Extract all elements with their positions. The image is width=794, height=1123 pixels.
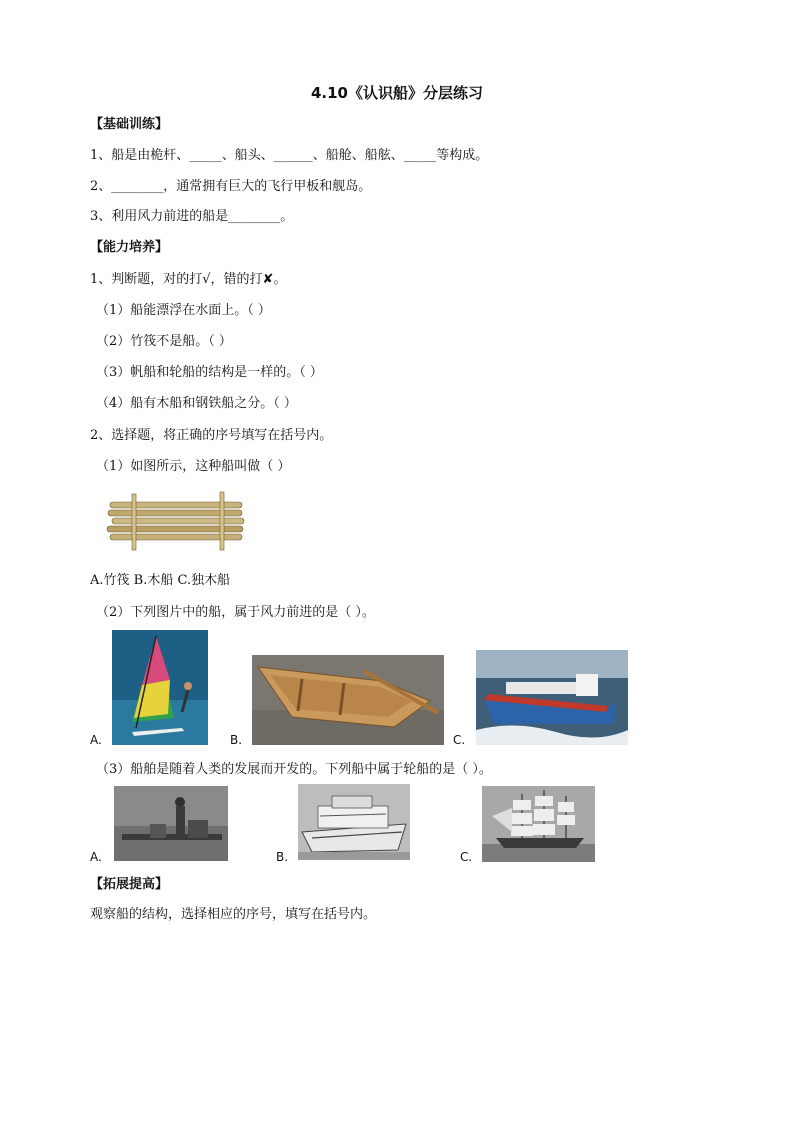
choice-1-options: A.竹筏 B.木船 C.独木船 [90, 573, 231, 588]
judge-item-3: （3）帆船和轮船的结构是一样的。（ ） [96, 365, 323, 380]
tanker-ship-image [476, 650, 628, 745]
raft-fisherman-image [114, 786, 228, 861]
question-fill-3: 3、利用风力前进的船是________。 [90, 209, 294, 224]
question-fill-2: 2、________，通常拥有巨大的飞行甲板和舰岛。 [90, 179, 372, 194]
question-structure: 观察船的结构，选择相应的序号，填写在括号内。 [90, 907, 377, 922]
windsurfer-image [112, 630, 208, 745]
bamboo-raft-image [104, 490, 248, 552]
choice-2-prompt: （2）下列图片中的船，属于风力前进的是（ ）。 [96, 605, 375, 620]
section-extend-heading: 【拓展提高】 [90, 877, 169, 892]
choice-1-prompt: （1）如图所示，这种船叫做（ ） [96, 459, 291, 474]
judge-item-4: （4）船有木船和钢铁船之分。（ ） [96, 396, 297, 411]
page-title: 4.10《认识船》分层练习 [310, 84, 483, 102]
question-choice: 2、选择题，将正确的序号填写在括号内。 [90, 428, 333, 443]
choice-2-label-c: C. [453, 733, 466, 747]
section-ability-heading: 【能力培养】 [90, 240, 169, 255]
wooden-rowboat-image [252, 655, 444, 745]
cruise-ship-image [298, 784, 410, 860]
choice-3-label-a: A. [90, 850, 102, 864]
question-judge: 1、判断题，对的打√，错的打✘。 [90, 272, 287, 287]
section-basic-heading: 【基础训练】 [90, 117, 169, 132]
choice-2-label-b: B. [230, 733, 243, 747]
choice-3-label-c: C. [460, 850, 473, 864]
sailing-ship-image [482, 786, 595, 862]
question-fill-1: 1、船是由桅杆、_____、船头、______、船舱、船舷、_____等构成。 [90, 148, 489, 163]
choice-3-label-b: B. [276, 850, 289, 864]
choice-3-prompt: （3）船舶是随着人类的发展而开发的。下列船中属于轮船的是（ ）。 [96, 762, 492, 777]
judge-item-1: （1）船能漂浮在水面上。（ ） [96, 303, 271, 318]
judge-item-2: （2）竹筏不是船。（ ） [96, 334, 232, 349]
choice-2-label-a: A. [90, 733, 102, 747]
